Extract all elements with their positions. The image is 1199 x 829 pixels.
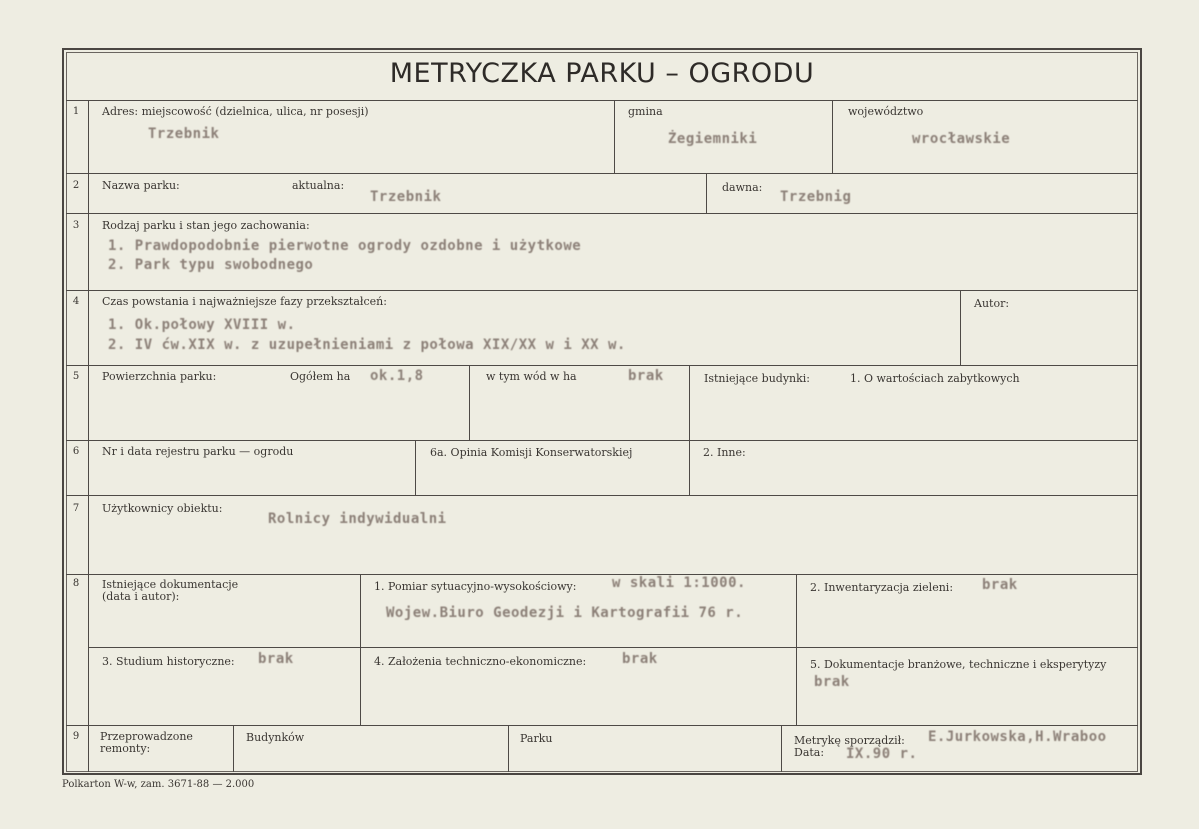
divider (66, 100, 1138, 101)
form-title: METRYCZKA PARKU – OGRODU (389, 58, 815, 89)
former-name-value: Trzebnig (780, 189, 852, 205)
water-area-value: brak (628, 368, 664, 384)
divider (66, 725, 1138, 726)
divider (88, 647, 1138, 648)
row-number: 3 (72, 220, 80, 231)
divider (781, 725, 782, 772)
origin-line: 1. Ok.połowy XVIII w. (108, 317, 296, 333)
voivodeship-value: wrocławskie (912, 131, 1011, 147)
documentation-label: (data i autor): (102, 590, 180, 603)
former-name-label: dawna: (722, 181, 763, 194)
water-area-label: w tym wód w ha (486, 370, 577, 383)
current-name-label: aktualna: (292, 179, 345, 192)
users-value: Rolnicy indywidualni (268, 511, 447, 527)
total-area-value: ok.1,8 (370, 368, 424, 384)
divider (66, 365, 1138, 366)
survey-value: Wojew.Biuro Geodezji i Kartografii 76 r. (386, 605, 744, 621)
voivodeship-label: województwo (848, 105, 924, 118)
divider (360, 574, 361, 725)
branch-docs-label: 5. Dokumentacje branżowe, techniczne i eksperytyzy (810, 658, 1107, 671)
row-number: 8 (72, 578, 80, 589)
park-type-line: 2. Park typu swobodnego (108, 257, 314, 273)
prepared-by-label: Metrykę sporządził: (794, 734, 905, 747)
renovations-label: remonty: (100, 742, 151, 755)
divider (614, 100, 615, 173)
technical-value: brak (622, 651, 658, 667)
gmina-label: gmina (628, 105, 663, 118)
divider (689, 365, 690, 495)
row-number: 4 (72, 296, 80, 307)
history-study-value: brak (258, 651, 294, 667)
divider (66, 440, 1138, 441)
divider (706, 173, 707, 213)
divider (88, 100, 89, 772)
users-label: Użytkownicy obiektu: (102, 502, 223, 515)
register-label: Nr i data rejestru parku — ogrodu (102, 445, 294, 458)
printer-footer: Polkarton W-w, zam. 3671-88 — 2.000 (62, 779, 255, 790)
address-value: Trzebnik (148, 126, 220, 142)
commission-opinion-label: 6a. Opinia Komisji Konserwatorskiej (430, 446, 633, 459)
author-label: Autor: (974, 297, 1010, 310)
divider (469, 365, 470, 440)
current-name-value: Trzebnik (370, 189, 442, 205)
technical-label: 4. Założenia techniczno-ekonomiczne: (374, 655, 587, 668)
divider (508, 725, 509, 772)
divider (960, 290, 961, 365)
park-type-line: 1. Prawdopodobnie pierwotne ogrody ozdobne i użytkowe (108, 238, 582, 254)
row-number: 6 (72, 446, 80, 457)
divider (796, 574, 797, 725)
divider (66, 574, 1138, 575)
documentation-label: Istniejące dokumentacje (102, 578, 239, 591)
renovations-label: Przeprowadzone (100, 730, 193, 743)
origin-line: 2. IV ćw.XIX w. z uzupełnieniami z połowa XIX/XX w i XX w. (108, 337, 626, 353)
row-number: 7 (72, 503, 80, 514)
greenery-label: 2. Inwentaryzacja zieleni: (810, 581, 954, 594)
historic-buildings-label: 1. O wartościach zabytkowych (850, 372, 1020, 385)
date-value: IX.90 r. (846, 746, 918, 762)
divider (233, 725, 234, 772)
row-number: 2 (72, 180, 80, 191)
survey-label: 1. Pomiar sytuacyjno-wysokościowy: (374, 580, 577, 593)
history-study-label: 3. Studium historyczne: (102, 655, 235, 668)
divider (66, 213, 1138, 214)
greenery-value: brak (982, 577, 1018, 593)
buildings-renovation-label: Budynków (246, 731, 305, 744)
total-area-label: Ogółem ha (290, 370, 351, 383)
park-type-label: Rodzaj parku i stan jego zachowania: (102, 219, 310, 232)
gmina-value: Żegiemniki (668, 131, 758, 147)
park-name-label: Nazwa parku: (102, 179, 180, 192)
park-renovation-label: Parku (520, 732, 553, 745)
row-number: 9 (72, 731, 80, 742)
divider (66, 290, 1138, 291)
row-number: 1 (72, 106, 80, 117)
address-label: Adres: miejscowość (dzielnica, ulica, nr posesji) (102, 105, 369, 118)
survey-value: w skali 1:1000. (612, 575, 746, 591)
divider (66, 173, 1138, 174)
other-buildings-label: 2. Inne: (703, 446, 746, 459)
area-label: Powierzchnia parku: (102, 370, 217, 383)
divider (66, 495, 1138, 496)
date-label: Data: (794, 746, 825, 759)
origin-label: Czas powstania i najważniejsze fazy przekształceń: (102, 295, 387, 308)
divider (832, 100, 833, 173)
row-number: 5 (72, 371, 80, 382)
branch-docs-value: brak (814, 674, 850, 690)
prepared-by-value: E.Jurkowska,H.Wraboo (928, 729, 1107, 745)
existing-buildings-label: Istniejące budynki: (704, 372, 811, 385)
divider (415, 440, 416, 495)
